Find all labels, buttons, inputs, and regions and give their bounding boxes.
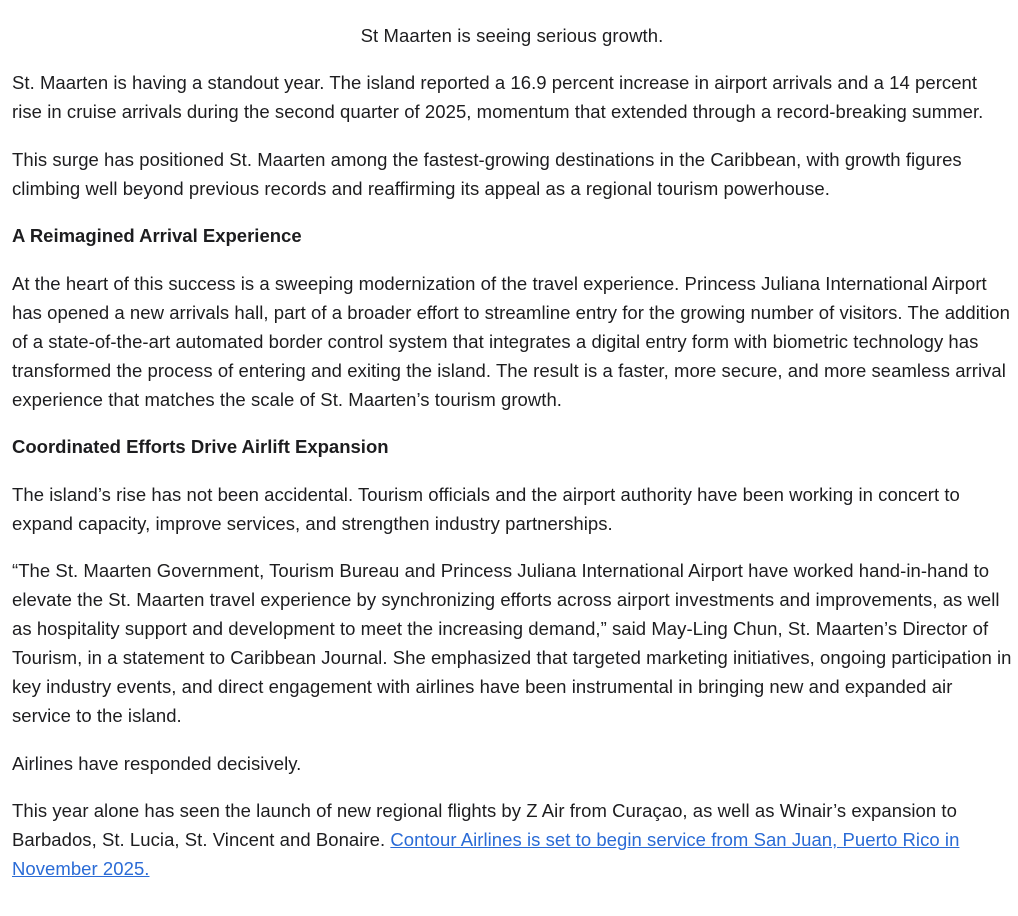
article-title: St Maarten is seeing serious growth. <box>360 25 664 46</box>
new-flights-text: This year alone has seen the launch of new regional flights by Z Air from Curaçao, as well as Winair’s expansion to Barbados, St. Lucia, St. Vincent and Bonaire. <box>12 800 957 850</box>
paragraph-quote: “The St. Maarten Government, Tourism Bureau and Princess Juliana International Airport have worked hand-in-hand to elevate the St. Maarten travel experience by synchronizing efforts across airport investments and improvements, as well as hospitality support and development to meet the increasing demand,” said May-Ling Chun, St. Maarten’s Director of Tourism, in a statement to Caribbean Journal. She emphasized that targeted marketing initiatives, ongoing participation in key industry events, and direct engagement with airlines have been instrumental in bringing new and expanded air service to the island. <box>12 560 1012 726</box>
paragraph-coordination: The island’s rise has not been accidental. Tourism officials and the airport authority have been working in concert to expand capacity, improve services, and strengthen industry partnerships. <box>12 483 960 534</box>
paragraph-airlines-response: Airlines have responded decisively. <box>12 752 302 774</box>
paragraph-intro: St. Maarten is having a standout year. The island reported a 16.9 percent increase in airport arrivals and a 14 percent rise in cruise arrivals during the second quarter of 2025, momentum that extended through a record-breaking summer. <box>12 72 984 122</box>
paragraph-modernization: At the heart of this success is a sweeping modernization of the travel experience. Princess Juliana International Airport has opened a new arrivals hall, part of a broader effort to streamline entry for the growing number of visitors. The addition of a state-of-the-art automated border control system that integrates a digital entry form with biometric technology has transformed the process of entering and exiting the island. The result is a faster, more secure, and more seamless arrival experience that matches the scale of St. Maarten’s tourism growth. <box>12 272 1010 410</box>
paragraph-surge: This surge has positioned St. Maarten among the fastest-growing destinations in the Caribbean, with growth figures climbing well beyond previous records and reaffirming its appeal as a regional tourism powerhouse. <box>12 148 962 199</box>
paragraph-new-flights <box>12 796 1012 883</box>
contour-airlines-link[interactable]: Contour Airlines is set to begin service from San Juan, Puerto Rico in November 2025. <box>12 829 960 879</box>
section-heading-arrival: A Reimagined Arrival Experience <box>12 225 302 246</box>
section-heading-airlift: Coordinated Efforts Drive Airlift Expansion <box>12 436 389 457</box>
